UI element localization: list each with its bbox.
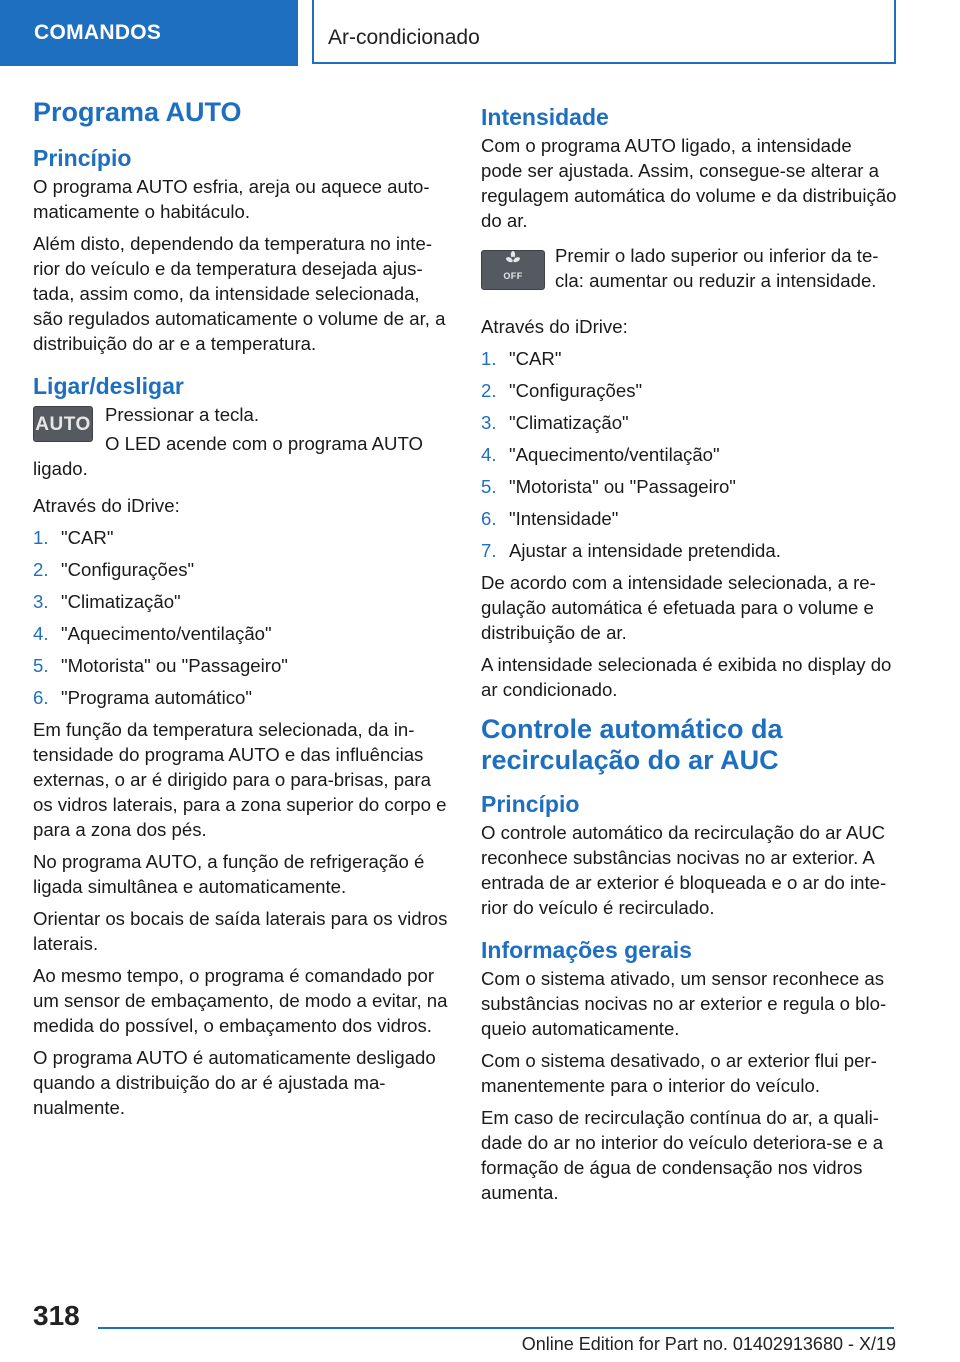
list-item: 3. "Climatização" (33, 591, 181, 612)
list-item: 1. "CAR" (33, 527, 114, 548)
auto-key-row (33, 402, 449, 481)
intensity-steps-list (481, 346, 897, 566)
chapter-header (312, 0, 896, 64)
auc-principio-heading: Princípio (481, 791, 580, 817)
section-label: COMANDOS (34, 21, 162, 44)
fan-key-row (481, 240, 897, 306)
principio-p1: O programa AUTO esfria, areja ou aquece automaticamente o habitáculo. (33, 176, 430, 222)
list-item: 5. "Motorista" ou "Passageiro" (33, 655, 288, 676)
ligar-p3: Orientar os bocais de saída laterais para os vidros laterais. (33, 908, 448, 954)
list-item: 2. "Configurações" (33, 559, 195, 580)
ligar-line1: Pressionar a tecla. (105, 404, 259, 425)
page-title: Programa AUTO (33, 97, 242, 127)
ligar-p4: Ao mesmo tempo, o programa é comandado por um sensor de embaçamento, de modo a evitar, na medida do possível, o embaçamento dos vidros. (33, 965, 448, 1036)
intensidade-p1: Com o programa AUTO ligado, a intensidade pode ser ajustada. Assim, consegue-se alterar a regulagem automática do volume e da distribuição do ar. (481, 135, 897, 231)
fan-icon (502, 251, 524, 264)
list-item: 5. "Motorista" ou "Passageiro" (481, 476, 736, 497)
ligar-p2: No programa AUTO, a função de refrigeração é ligada simultânea e automaticamente. (33, 851, 425, 897)
footer-divider (98, 1327, 894, 1329)
page-number: 318 (33, 1300, 80, 1331)
list-item: 2. "Configurações" (481, 380, 643, 401)
intensidade-p3: A intensidade selecionada é exibida no display do ar condicionado. (481, 654, 892, 700)
list-item: 4. "Aquecimento/ventilação" (481, 444, 720, 465)
right-column (481, 103, 897, 1212)
list-item: 7. Ajustar a intensidade pretendida. (481, 540, 781, 561)
auto-key-label: AUTO (35, 413, 91, 435)
idrive-label: Através do iDrive: (33, 495, 180, 516)
principio-p2: Além disto, dependendo da temperatura no interior do veículo e da temperatura desejada ajustada, assim como, da intensidade selecionada, são regulados automaticamente o volume de ar, a distribuição do ar e a temperatura. (33, 233, 446, 354)
info-p3: Em caso de recirculação contínua do ar, a qualidade do ar no interior do veículo deteriora-se e a formação de água de condensação nos vidros aumenta. (481, 1107, 884, 1203)
list-item: 6. "Programa automático" (33, 687, 252, 708)
fan-button-icon (481, 250, 545, 290)
list-item: 1. "CAR" (481, 348, 562, 369)
section-tab (0, 0, 298, 66)
fan-key-text: Premir o lado superior ou inferior da tecla: aumentar ou reduzir a intensidade. (555, 245, 879, 291)
info-p2: Com o sistema desativado, o ar exterior flui permanentemente para o interior do veículo. (481, 1050, 877, 1096)
info-heading: Informações gerais (481, 937, 692, 963)
ligar-line2: O LED acende com o programa AUTO ligado. (33, 433, 423, 479)
list-item: 6. "Intensidade" (481, 508, 619, 529)
left-column (33, 96, 449, 1127)
fan-off-label: OFF (503, 271, 523, 281)
auto-button-icon (33, 406, 93, 442)
chapter-label: Ar-condicionado (328, 26, 480, 49)
list-item: 4. "Aquecimento/ventilação" (33, 623, 272, 644)
intensidade-p2: De acordo com a intensidade selecionada, a regulação automática é efetuada para o volume e distribuição de ar. (481, 572, 876, 643)
ligar-p1: Em função da temperatura selecionada, da intensidade do programa AUTO e das influências externas, o ar é dirigido para o para-brisas, para os vidros laterais, para a zona superior do corpo e para a zona dos pés. (33, 719, 447, 840)
principio-heading: Princípio (33, 145, 132, 171)
list-item: 3. "Climatização" (481, 412, 629, 433)
ligar-p5: O programa AUTO é automaticamente desligado quando a distribuição do ar é ajustada manualmente. (33, 1047, 436, 1118)
auto-steps-list (33, 525, 449, 713)
intensidade-heading: Intensidade (481, 104, 609, 130)
auc-title: Controle automático da recirculação do ar AUC (481, 714, 783, 775)
info-p1: Com o sistema ativado, um sensor reconhece as substâncias nocivas no ar exterior e regula o bloqueio automaticamente. (481, 968, 887, 1039)
idrive-label-2: Através do iDrive: (481, 316, 628, 337)
ligar-heading: Ligar/desligar (33, 373, 184, 399)
auc-principio: O controle automático da recirculação do ar AUC reconhece substâncias nocivas no ar exterior. A entrada de ar exterior é bloqueada e o ar do interior do veículo é recirculado. (481, 822, 887, 918)
edition-text: Online Edition for Part no. 01402913680 - X/19 (521, 1334, 896, 1354)
